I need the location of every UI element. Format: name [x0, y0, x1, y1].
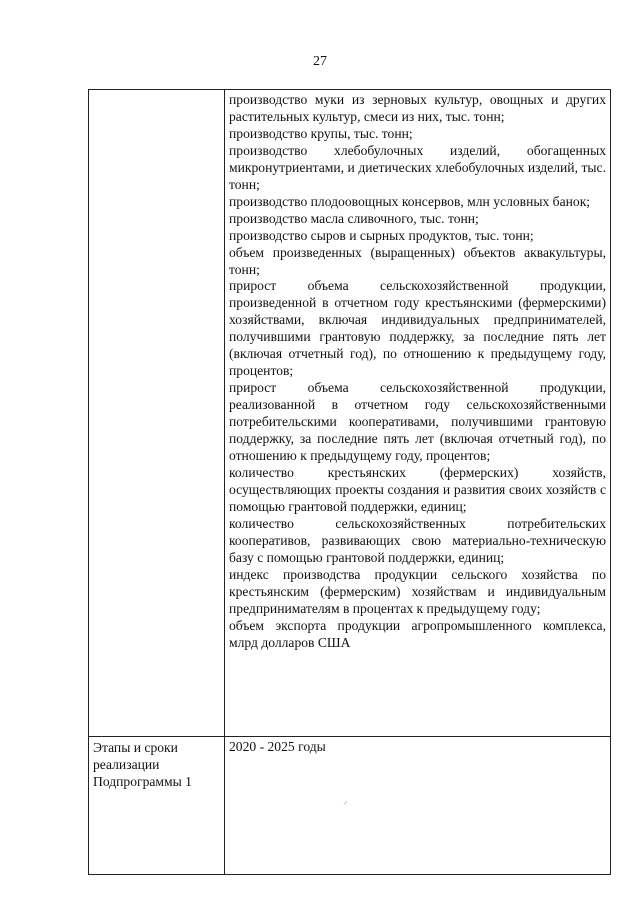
indicator-item: объем экспорта продукции агропромышленного комплекса, млрд долларов США: [229, 617, 606, 650]
stages-label: Этапы и сроки реализации Подпрограммы 1: [89, 737, 225, 875]
indicator-item: производство сыров и сырных продуктов, тыс. тонн;: [229, 227, 534, 243]
indicators-value-cell: [225, 90, 611, 737]
program-passport-table: [88, 89, 611, 875]
page-number: 27: [313, 54, 327, 69]
indicators-row: [89, 90, 611, 737]
indicators-label-cell: [89, 90, 225, 737]
indicator-item: индекс производства продукции сельского хозяйства по крестьянским (фермерским) хозяйствам и индивидуальным предпринимателям в процентах к предыдущему году;: [229, 566, 606, 616]
indicator-item: производство хлебобулочных изделий, обогащенных микронутриентами, и диетических хлебобулочных изделий, тыс. тонн;: [229, 142, 606, 192]
indicator-item: объем произведенных (выращенных) объектов аквакультуры, тонн;: [229, 244, 606, 277]
indicator-item: прирост объема сельскохозяйственной продукции, реализованной в отчетном году сельскохозяйственными потребительскими кооперативами, получившими грантовую поддержку, за последние пять лет (включая отчетный год), по отношению к предыдущему году, процентов;: [229, 380, 606, 464]
indicator-item: прирост объема сельскохозяйственной продукции, произведенной в отчетном году крестьянскими (фермерскими) хозяйствами, включая индивидуальных предпринимателей, получившими грантовую поддержку, за последние пять лет (включая отчетный год), по отношению к предыдущему году, процентов;: [229, 278, 606, 379]
indicator-item: производство крупы, тыс. тонн;: [229, 125, 413, 141]
indicator-list: [229, 92, 606, 651]
indicator-item: производство плодоовощных консервов, млн условных банок;: [229, 193, 591, 209]
indicator-item: количество крестьянских (фермерских) хозяйств, осуществляющих проекты создания и развития своих хозяйств с помощью грантовой поддержки, единиц;: [229, 464, 606, 514]
indicator-item: производство масла сливочного, тыс. тонн;: [229, 210, 479, 226]
stages-value: 2020 - 2025 годы: [225, 737, 611, 875]
stages-row: [89, 737, 611, 875]
indicator-item: количество сельскохозяйственных потребительских кооперативов, развивающих свою материально-техническую базу с помощью грантовой поддержки, единиц;: [229, 515, 606, 565]
indicator-item: производство муки из зерновых культур, овощных и других растительных культур, смеси из них, тыс. тонн;: [229, 92, 606, 124]
scan-artifact: ⸍: [343, 800, 348, 811]
